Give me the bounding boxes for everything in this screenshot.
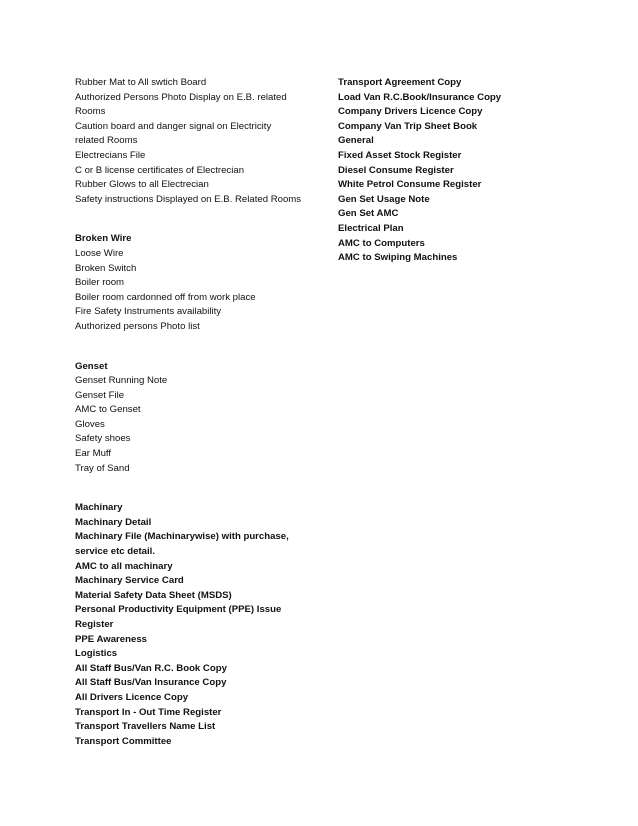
list-item: Safety shoes bbox=[75, 433, 131, 445]
list-item: All Staff Bus/Van R.C. Book Copy bbox=[75, 662, 227, 674]
list-item: White Petrol Consume Register bbox=[338, 179, 482, 191]
list-item: Authorized persons Photo list bbox=[75, 320, 200, 332]
list-item: Loose Wire bbox=[75, 247, 124, 259]
list-item: Rooms bbox=[75, 106, 106, 118]
list-item: Load Van R.C.Book/Insurance Copy bbox=[338, 91, 502, 103]
list-item: Transport Agreement Copy bbox=[338, 77, 462, 88]
list-item: service etc detail. bbox=[75, 546, 155, 558]
list-item: Genset File bbox=[75, 389, 125, 401]
section-heading: Broken Wire bbox=[75, 233, 132, 245]
list-item: Electrecians File bbox=[75, 149, 146, 161]
right-column bbox=[338, 76, 598, 266]
list-item: Machinary File (Machinarywise) with purchase, bbox=[75, 531, 289, 543]
list-item: Broken Switch bbox=[75, 262, 137, 274]
list-item: Authorized Persons Photo Display on E.B. related bbox=[75, 91, 287, 103]
list-item: Genset Running Note bbox=[75, 375, 168, 387]
list-item: related Rooms bbox=[75, 135, 138, 147]
list-item: Boiler room cardonned off from work place bbox=[75, 291, 256, 303]
list-item: Logistics bbox=[75, 648, 118, 660]
list-item: Company Van Trip Sheet Book bbox=[338, 120, 478, 132]
list-item: Safety instructions Displayed on E.B. Related Rooms bbox=[75, 193, 302, 205]
list-item: Fixed Asset Stock Register bbox=[338, 149, 462, 161]
list-item: Gloves bbox=[75, 418, 105, 430]
list-item: Personal Productivity Equipment (PPE) Issue bbox=[75, 604, 282, 616]
list-item: Fire Safety Instruments availability bbox=[75, 306, 222, 318]
list-item: Rubber Glows to all Electrecian bbox=[75, 179, 209, 191]
list-item: C or B license certificates of Electrecian bbox=[75, 164, 245, 176]
list-item: AMC to Swiping Machines bbox=[338, 252, 458, 264]
broken-wire-section bbox=[75, 232, 325, 334]
list-item: AMC to Genset bbox=[75, 404, 141, 416]
list-item: Machinary Detail bbox=[75, 516, 152, 528]
section-heading: General bbox=[338, 135, 374, 147]
list-item: Gen Set Usage Note bbox=[338, 193, 430, 205]
list-item: Transport Committee bbox=[75, 735, 172, 747]
list-item: PPE Awareness bbox=[75, 633, 147, 645]
list-item: Register bbox=[75, 619, 114, 630]
list-item: Company Drivers Licence Copy bbox=[338, 106, 483, 118]
list-item: All Staff Bus/Van Insurance Copy bbox=[75, 677, 227, 689]
list-item: Machinary Service Card bbox=[75, 575, 184, 587]
list-item: All Drivers Licence Copy bbox=[75, 691, 189, 703]
list-item: AMC to Computers bbox=[338, 237, 425, 249]
section-heading: Genset bbox=[75, 360, 108, 372]
list-item: AMC to all machinary bbox=[75, 560, 173, 572]
list-item: Electrical Plan bbox=[338, 222, 404, 234]
list-item: Transport Travellers Name List bbox=[75, 721, 216, 733]
genset-section bbox=[75, 360, 325, 477]
list-item: Transport In - Out Time Register bbox=[75, 706, 222, 718]
list-item: Diesel Consume Register bbox=[338, 164, 454, 176]
machinary-section bbox=[75, 501, 325, 749]
list-item: Rubber Mat to All swtich Board bbox=[75, 77, 207, 88]
list-item: Gen Set AMC bbox=[338, 208, 399, 220]
list-item: Ear Muff bbox=[75, 448, 112, 460]
left-column bbox=[75, 76, 325, 749]
list-item: Boiler room bbox=[75, 277, 125, 289]
list-item: Caution board and danger signal on Electricity bbox=[75, 120, 272, 132]
section-heading: Machinary bbox=[75, 502, 123, 514]
list-item: Tray of Sand bbox=[75, 462, 130, 474]
list-item: Material Safety Data Sheet (MSDS) bbox=[75, 589, 232, 601]
electrical-safety-list bbox=[75, 76, 325, 207]
